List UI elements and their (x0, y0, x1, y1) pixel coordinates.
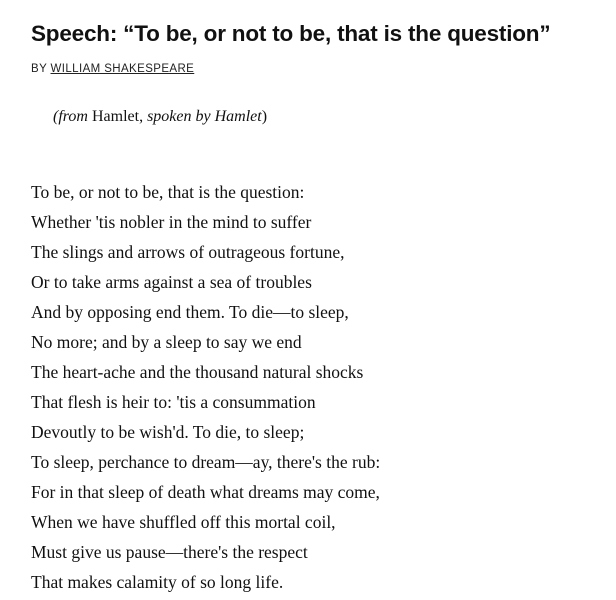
poem-title: Speech: “To be, or not to be, that is the question” (31, 21, 551, 46)
poem-line: Or to take arms against a sea of troubles (31, 272, 312, 292)
poem-body (31, 177, 611, 597)
source-work: Hamlet, (87, 108, 148, 125)
source-open: ( (53, 108, 59, 125)
poem-line: The heart-ache and the thousand natural shocks (31, 362, 364, 382)
poem-line: And by opposing end them. To die—to sleep, (31, 302, 349, 322)
byline (31, 62, 611, 76)
poem-line: Must give us pause—there's the respect (31, 542, 308, 562)
source-spoken-by: spoken by Hamlet (147, 108, 262, 125)
author-link[interactable]: WILLIAM SHAKESPEARE (50, 63, 195, 75)
poem-line: That makes calamity of so long life. (31, 572, 284, 592)
poem-line: When we have shuffled off this mortal coil, (31, 512, 336, 532)
byline-prefix: BY (31, 63, 51, 75)
poem-line: Whether 'tis nobler in the mind to suffer (31, 212, 312, 232)
poem-article (31, 18, 611, 597)
source-from: from (58, 108, 88, 125)
source-close: ) (261, 108, 268, 125)
poem-line: No more; and by a sleep to say we end (31, 332, 302, 352)
poem-line: To sleep, perchance to dream—ay, there's the rub: (31, 452, 381, 472)
poem-line: The slings and arrows of outrageous fortune, (31, 242, 345, 262)
source-note (53, 107, 611, 127)
poem-line: That flesh is heir to: 'tis a consummation (31, 392, 316, 412)
poem-line: To be, or not to be, that is the question: (31, 182, 305, 202)
poem-line: For in that sleep of death what dreams may come, (31, 482, 380, 502)
poem-line: Devoutly to be wish'd. To die, to sleep; (31, 422, 305, 442)
